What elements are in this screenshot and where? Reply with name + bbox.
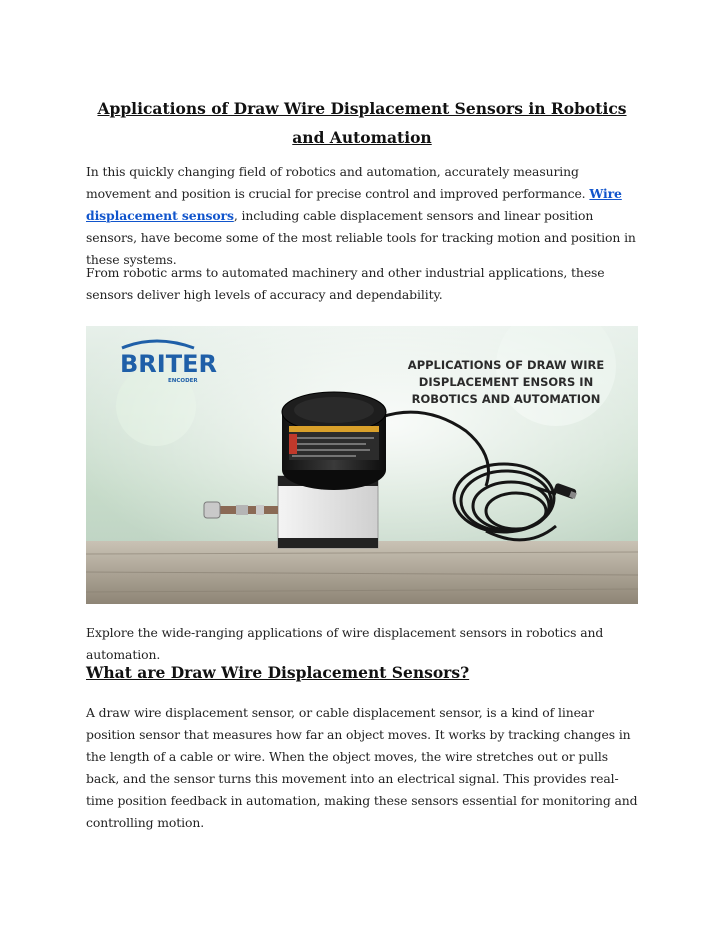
intro-paragraph (86, 161, 638, 271)
wire-displacement-sensors-link[interactable]: Wire displacement sensors (86, 186, 622, 223)
brand-subtitle: ENCODER (168, 378, 198, 384)
banner-headline-line1: APPLICATIONS OF DRAW WIRE (407, 358, 605, 372)
brand-name: BRITER (120, 350, 217, 378)
banner-headline-line3: ROBOTICS AND AUTOMATION (411, 392, 601, 406)
definition-paragraph: A draw wire displacement sensor, or cable displacement sensor, is a kind of linear position sensor that measures how far an object moves. It works by tracking changes in the length of a cable or wire. When the object moves, the wire stretches out or pulls back, and the sensor turns this movement into an electrical signal. This provides real-time position feedback in automation, making these sensors essential for monitoring and controlling motion. (86, 705, 638, 830)
product-banner-image (86, 326, 638, 604)
intro-text-after: , including cable displacement sensors and linear position sensors, have become some of the most reliable tools for tracking motion and position in these systems. (86, 208, 636, 267)
banner-headline-line2: DISPLACEMENT ENSORS IN (418, 375, 594, 389)
section-heading: What are Draw Wire Displacement Sensors? (86, 663, 470, 682)
intro-text-before: In this quickly changing field of robotics and automation, accurately measuring movement and position is crucial for precise control and improved performance. (86, 164, 590, 201)
document-title: Applications of Draw Wire Displacement Sensors in Robotics and Automation (97, 99, 627, 147)
explore-paragraph: Explore the wide-ranging applications of wire displacement sensors in robotics and automation. (86, 625, 604, 662)
applications-paragraph: From robotic arms to automated machinery and other industrial applications, these sensors deliver high levels of accuracy and dependability. (86, 265, 605, 302)
